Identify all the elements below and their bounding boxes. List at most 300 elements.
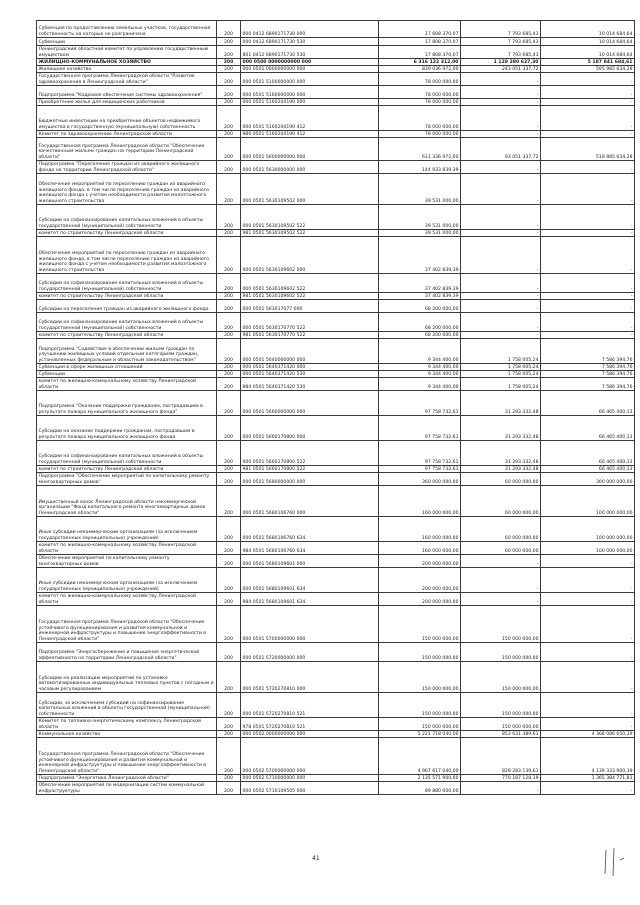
handwritten-mark <box>600 840 630 880</box>
cell-kbk: 000 0501 5660170800 522 <box>241 441 379 466</box>
cell-kbk: 000 0501 0000000000 000 <box>241 66 379 73</box>
cell-kbk: 981 0501 5630109602 522 <box>241 293 379 300</box>
cell-name: Субвенции <box>37 371 217 378</box>
cell-code: 200 <box>217 466 241 473</box>
cell-kbk: 981 0501 5630109502 522 <box>241 230 379 237</box>
cell-name: Иные субсидии некоммерческим организациям (за исключением государственных (муниципальных) учреждений) <box>37 568 217 593</box>
cell-code: 200 <box>217 371 241 378</box>
table-row <box>37 782 635 795</box>
cell-v2: - <box>461 161 541 174</box>
cell-kbk: 000 0501 563017077 000 <box>241 300 379 313</box>
cell-name: комитет по строительству Ленинградской области <box>37 230 217 237</box>
cell-kbk: 000 0412 6890171730 530 <box>241 38 379 46</box>
cell-name: ЖИЛИЩНО-КОММУНАЛЬНОЕ ХОЗЯЙСТВО <box>37 59 217 66</box>
cell-v1: 5 221 718 040,00 <box>379 731 461 738</box>
table-row <box>37 391 635 416</box>
cell-v1: 360 000 000,00 <box>379 473 461 486</box>
cell-v3: 1 365 384 771,81 <box>541 775 635 782</box>
cell-code: 200 <box>217 59 241 66</box>
cell-kbk: 986 0501 5160204190 412 <box>241 131 379 138</box>
cell-name: комитет по жилищно-коммунальному хозяйству Ленинградской области <box>37 542 217 555</box>
cell-v1: 160 000 000,00 <box>379 542 461 555</box>
cell-kbk: 978 0501 5720270810 521 <box>241 718 379 731</box>
cell-v2: 1 758 005,24 <box>461 364 541 371</box>
cell-code: 200 <box>217 441 241 466</box>
cell-v1: 9 344 400,00 <box>379 364 461 371</box>
cell-code: 200 <box>217 643 241 662</box>
cell-v3: - <box>541 174 635 205</box>
cell-name: Субвенция по предоставлению земельных участков, государственная собственность на которые не разграничена <box>37 21 217 38</box>
cell-v1: 144 933 839,39 <box>379 161 461 174</box>
cell-kbk: 000 0501 5630109602 000 <box>241 237 379 274</box>
table-row <box>37 106 635 131</box>
cell-v2: 150 000 000,00 <box>461 718 541 731</box>
cell-code: 200 <box>217 66 241 73</box>
cell-v2: 60 000 000,00 <box>461 486 541 517</box>
cell-v1: 78 000 000,00 <box>379 131 461 138</box>
table-row <box>37 486 635 517</box>
cell-v2: - <box>461 73 541 86</box>
cell-v3: 10 014 684,64 <box>541 46 635 59</box>
cell-v3: - <box>541 106 635 131</box>
table-row <box>37 138 635 161</box>
cell-v2: 1 758 005,24 <box>461 378 541 391</box>
cell-v2: 150 000 000,00 <box>461 606 541 643</box>
cell-v1: 200 000 000,00 <box>379 568 461 593</box>
cell-kbk: 984 0501 5640371420 530 <box>241 378 379 391</box>
cell-v3: 100 000 000,00 <box>541 486 635 517</box>
table-row <box>37 230 635 237</box>
cell-name: Подпрограмма "Обеспечение мероприятий по капитальному ремонту многоквартирных домов" <box>37 473 217 486</box>
cell-kbk: 000 0501 5640371420 530 <box>241 371 379 378</box>
cell-kbk: 000 0501 5680109601 634 <box>241 568 379 593</box>
table-row <box>37 643 635 662</box>
table-row <box>37 517 635 542</box>
cell-v1: 39 531 000,00 <box>379 230 461 237</box>
cell-v3: 7 586 394,76 <box>541 378 635 391</box>
cell-v3: - <box>541 593 635 606</box>
cell-v2: - <box>461 230 541 237</box>
cell-code: 200 <box>217 486 241 517</box>
cell-v1: 17 808 370,07 <box>379 46 461 59</box>
cell-v1: 9 344 400,00 <box>379 371 461 378</box>
table-row <box>37 174 635 205</box>
cell-v2: - <box>461 106 541 131</box>
cell-code: 200 <box>217 138 241 161</box>
cell-kbk: 981 0501 5660170800 522 <box>241 466 379 473</box>
cell-name: Подпрограмма "Переселение граждан из аварийного жилищного фонда на территории Ленинградской области" <box>37 161 217 174</box>
table-row <box>37 59 635 66</box>
cell-v2: 770 187 128,19 <box>461 775 541 782</box>
cell-name: Субсидии на переселение граждан из аварийного жилищного фонда <box>37 300 217 313</box>
cell-kbk: 000 0501 5160204190 000 <box>241 99 379 106</box>
cell-v1: 150 000 000,00 <box>379 662 461 693</box>
cell-v3: - <box>541 568 635 593</box>
cell-v1: 97 758 732,61 <box>379 441 461 466</box>
table-row <box>37 416 635 441</box>
cell-v1: 68 200 000,00 <box>379 332 461 339</box>
cell-code: 200 <box>217 237 241 274</box>
cell-v2: - <box>461 274 541 293</box>
cell-code: 200 <box>217 718 241 731</box>
cell-code: 200 <box>217 555 241 568</box>
table-row <box>37 555 635 568</box>
cell-code: 200 <box>217 782 241 795</box>
cell-code: 200 <box>217 86 241 99</box>
cell-name: Обеспечение мероприятий по модернизации систем коммунальной инфраструктуры <box>37 782 217 795</box>
cell-name: Субсидии на софинансирование капитальных вложений в объекты государственной (муниципальной) собственности <box>37 205 217 230</box>
cell-code: 200 <box>217 131 241 138</box>
cell-v3: - <box>541 662 635 693</box>
cell-kbk: 801 0412 6890171730 530 <box>241 46 379 59</box>
cell-kbk: 000 0501 5160000000 000 <box>241 86 379 99</box>
cell-v3: - <box>541 300 635 313</box>
cell-v3: - <box>541 643 635 662</box>
budget-table <box>36 20 635 795</box>
cell-kbk: 000 0502 5710109505 000 <box>241 782 379 795</box>
cell-v2: - <box>461 568 541 593</box>
cell-code: 200 <box>217 174 241 205</box>
cell-name: Субсидии, за исключением субсидий на софинансирование капитальных вложений в объекты государственной (муниципальной) собственности <box>37 693 217 718</box>
cell-code: 200 <box>217 517 241 542</box>
cell-name: комитет по строительству Ленинградской области <box>37 466 217 473</box>
cell-v2: - <box>461 174 541 205</box>
table-row <box>37 364 635 371</box>
cell-name: Имущественный взнос Ленинградской области некоммерческой организации "Фонд капитального ремонта многоквартирных домов Ленинградской области" <box>37 486 217 517</box>
cell-v3: - <box>541 332 635 339</box>
cell-v3: 10 014 684,64 <box>541 21 635 38</box>
cell-v3: 4 139 333 900,39 <box>541 738 635 775</box>
cell-name: комитет по строительству Ленинградской области <box>37 293 217 300</box>
cell-kbk: 000 0501 5600000000 000 <box>241 138 379 161</box>
cell-v2: 7 793 685,43 <box>461 38 541 46</box>
cell-kbk: 000 0501 5630109502 522 <box>241 205 379 230</box>
cell-name: Приобретение жилья для медицинских работников <box>37 99 217 106</box>
cell-name: комитет по жилищно-коммунальному хозяйству Ленинградской области <box>37 378 217 391</box>
cell-kbk: 000 0501 5680106760 634 <box>241 517 379 542</box>
cell-v1: 200 000 000,00 <box>379 593 461 606</box>
cell-v1: 160 000 000,00 <box>379 517 461 542</box>
table-row <box>37 99 635 106</box>
table-row <box>37 378 635 391</box>
cell-v2: 150 000 000,00 <box>461 643 541 662</box>
cell-kbk: 000 0501 5680109601 000 <box>241 555 379 568</box>
cell-v1: 9 344 400,00 <box>379 339 461 364</box>
cell-v3: - <box>541 313 635 332</box>
cell-name: Государственная программа Ленинградской области "Обеспечение устойчивого функционирования и развития коммунальной и инженерной инфраструктуры и повышение энергоэффективности в Ленинградской области" <box>37 606 217 643</box>
cell-v2: 1 128 280 627,30 <box>461 59 541 66</box>
cell-code: 200 <box>217 391 241 416</box>
cell-kbk: 000 0502 0000000000 000 <box>241 731 379 738</box>
cell-v3: - <box>541 205 635 230</box>
cell-v2: 7 793 685,43 <box>461 46 541 59</box>
table-row <box>37 205 635 230</box>
cell-v2: - <box>461 782 541 795</box>
cell-code: 200 <box>217 593 241 606</box>
table-row <box>37 21 635 38</box>
cell-v2: - <box>461 300 541 313</box>
cell-v2: 828 283 139,61 <box>461 738 541 775</box>
cell-code: 200 <box>217 473 241 486</box>
cell-v1: 150 000 000,00 <box>379 606 461 643</box>
cell-v1: 611 336 972,00 <box>379 138 461 161</box>
cell-v1: 68 200 000,00 <box>379 300 461 313</box>
cell-name: Государственная программа Ленинградской области "Развитие здравоохранения в Ленинградской области" <box>37 73 217 86</box>
cell-v3: - <box>541 99 635 106</box>
cell-kbk: 000 0501 5700000000 000 <box>241 606 379 643</box>
cell-v2: - <box>461 593 541 606</box>
cell-v3: - <box>541 274 635 293</box>
cell-name: Подпрограмма "Кадровое обеспечение системы здравоохранения" <box>37 86 217 99</box>
cell-code: 200 <box>217 738 241 775</box>
cell-kbk: 000 0501 5720270810 000 <box>241 662 379 693</box>
cell-kbk: 000 0501 5720000000 000 <box>241 643 379 662</box>
cell-v1: 78 000 000,00 <box>379 73 461 86</box>
cell-v3: 100 000 000,00 <box>541 542 635 555</box>
cell-v1: 9 344 400,00 <box>379 378 461 391</box>
cell-v2: 1 758 005,24 <box>461 371 541 378</box>
cell-v3: 10 014 684,64 <box>541 38 635 46</box>
table-row <box>37 161 635 174</box>
cell-kbk: 000 0501 5680106760 000 <box>241 486 379 517</box>
cell-name: комитет по строительству Ленинградской области <box>37 332 217 339</box>
cell-name: Государственная программа Ленинградской области "Обеспечение качественным жильем граждан на территории Ленинградской области" <box>37 138 217 161</box>
table-row <box>37 73 635 86</box>
table-row <box>37 775 635 782</box>
cell-v3: - <box>541 555 635 568</box>
cell-kbk: 984 0501 5680106760 634 <box>241 542 379 555</box>
cell-code: 200 <box>217 293 241 300</box>
table-row <box>37 593 635 606</box>
cell-v3: 4 368 086 650,39 <box>541 731 635 738</box>
cell-v3: - <box>541 782 635 795</box>
cell-kbk: 000 0501 5630170770 522 <box>241 313 379 332</box>
table-row <box>37 46 635 59</box>
cell-v3: 7 586 394,76 <box>541 371 635 378</box>
cell-v3: - <box>541 237 635 274</box>
cell-v1: 78 000 000,00 <box>379 106 461 131</box>
table-row <box>37 731 635 738</box>
cell-name: Субсидии на софинансирование капитальных вложений в объекты государственной (муниципальной) собственности <box>37 441 217 466</box>
cell-v2: 853 631 389,61 <box>461 731 541 738</box>
cell-name: комитет по жилищно-коммунальному хозяйству Ленинградской области <box>37 593 217 606</box>
cell-code: 200 <box>217 230 241 237</box>
cell-code: 200 <box>217 106 241 131</box>
cell-name: Бюджетные инвестиции на приобретение объектов недвижимого имущества в государственную (муниципальную) собственность <box>37 106 217 131</box>
cell-code: 200 <box>217 99 241 106</box>
cell-v1: 78 000 000,00 <box>379 99 461 106</box>
table-row <box>37 662 635 693</box>
cell-v3: - <box>541 293 635 300</box>
cell-v1: 200 000 000,00 <box>379 555 461 568</box>
cell-code: 200 <box>217 205 241 230</box>
cell-v3: 7 586 394,76 <box>541 364 635 371</box>
table-row <box>37 371 635 378</box>
cell-code: 200 <box>217 274 241 293</box>
cell-code: 200 <box>217 542 241 555</box>
cell-v3: - <box>541 230 635 237</box>
cell-v3: - <box>541 86 635 99</box>
cell-kbk: 000 0501 5630109602 522 <box>241 274 379 293</box>
table-row <box>37 473 635 486</box>
cell-v1: 78 000 000,00 <box>379 86 461 99</box>
cell-v1: 6 316 122 312,00 <box>379 59 461 66</box>
cell-code: 200 <box>217 339 241 364</box>
cell-name: Подпрограмма "Оказание поддержки гражданам, пострадавшим в результате пожара муниципального жилищного фонда" <box>37 391 217 416</box>
cell-v1: 39 531 000,00 <box>379 205 461 230</box>
cell-name: Субсидии на софинансирование капитальных вложений в объекты государственной (муниципальной) собственности <box>37 274 217 293</box>
table-row <box>37 300 635 313</box>
cell-code: 200 <box>217 332 241 339</box>
cell-name: Обеспечение мероприятий по капитальному ремонту многоквартирных домов <box>37 555 217 568</box>
cell-code: 200 <box>217 161 241 174</box>
cell-v1: 97 758 732,61 <box>379 466 461 473</box>
cell-code: 200 <box>217 313 241 332</box>
cell-name: Жилищное хозяйство <box>37 66 217 73</box>
cell-kbk: 000 0501 5720270810 521 <box>241 693 379 718</box>
cell-v1: 97 758 732,61 <box>379 416 461 441</box>
cell-v3: 66 465 400,13 <box>541 441 635 466</box>
table-row <box>37 718 635 731</box>
cell-code: 200 <box>217 300 241 313</box>
cell-name: Иные субсидии некоммерческим организациям (за исключением государственных (муниципальных) учреждений) <box>37 517 217 542</box>
budget-table-body <box>37 21 635 795</box>
cell-v2: - <box>461 332 541 339</box>
cell-v3: 5 187 841 684,61 <box>541 59 635 66</box>
cell-v1: 68 200 000,00 <box>379 313 461 332</box>
cell-v2: 150 000 000,00 <box>461 662 541 693</box>
cell-v3: 518 885 634,28 <box>541 138 635 161</box>
cell-v3: - <box>541 718 635 731</box>
cell-v2: 243 051 337,72 <box>461 66 541 73</box>
cell-v1: 17 808 370,07 <box>379 38 461 46</box>
cell-v2: 150 000 000,00 <box>461 693 541 718</box>
cell-v2: 31 293 332,48 <box>461 441 541 466</box>
cell-name: Подпрограмма "Энергосбережение и повышение энергетической эффективности на территории Ленинградской области" <box>37 643 217 662</box>
cell-code: 200 <box>217 38 241 46</box>
cell-code: 200 <box>217 416 241 441</box>
cell-kbk: 000 0501 5630109502 000 <box>241 174 379 205</box>
cell-kbk: 000 0502 5710000000 000 <box>241 775 379 782</box>
cell-code: 200 <box>217 731 241 738</box>
cell-code: 200 <box>217 775 241 782</box>
cell-kbk: 000 0501 5680000000 000 <box>241 473 379 486</box>
table-row <box>37 86 635 99</box>
cell-v1: 160 000 000,00 <box>379 486 461 517</box>
cell-kbk: 000 0500 0000000000 000 <box>241 59 379 66</box>
cell-kbk: 000 0501 5100000000 000 <box>241 73 379 86</box>
cell-v3: - <box>541 693 635 718</box>
cell-v2: 31 293 332,48 <box>461 391 541 416</box>
cell-v1: 150 000 000,00 <box>379 643 461 662</box>
cell-v3: 595 985 634,28 <box>541 66 635 73</box>
cell-v3: 66 465 400,13 <box>541 416 635 441</box>
cell-kbk: 000 0412 6890171730 000 <box>241 21 379 38</box>
cell-name: Комитет по здравоохранению Ленинградской области <box>37 131 217 138</box>
cell-v3: 66 465 400,13 <box>541 391 635 416</box>
table-row <box>37 738 635 775</box>
cell-kbk: 000 0501 5660000000 000 <box>241 391 379 416</box>
cell-v1: 17 608 370,07 <box>379 21 461 38</box>
table-row <box>37 332 635 339</box>
cell-v3: 300 000 000,00 <box>541 473 635 486</box>
cell-v2: - <box>461 99 541 106</box>
table-row <box>37 339 635 364</box>
table-row <box>37 293 635 300</box>
cell-v2: 93 051 337,72 <box>461 138 541 161</box>
cell-v2: 31 293 332,48 <box>461 466 541 473</box>
cell-code: 200 <box>217 46 241 59</box>
cell-code: 200 <box>217 606 241 643</box>
cell-v1: 150 000 000,00 <box>379 693 461 718</box>
cell-v3: - <box>541 161 635 174</box>
cell-v2: 31 293 332,48 <box>461 416 541 441</box>
page-number: 41 <box>312 855 320 862</box>
cell-code: 200 <box>217 364 241 371</box>
table-row <box>37 606 635 643</box>
cell-name: Обеспечение мероприятий по переселению граждан из аварийного жилищного фонда, в том числе переселению граждан из аварийного жилищного фонда с учетом необходимости развития малоэтажного жилищного строительства <box>37 174 217 205</box>
table-row <box>37 274 635 293</box>
cell-name: Субсидии на софинансирование капитальных вложений в объекты государственной (муниципальной) собственности <box>37 313 217 332</box>
cell-v3: 100 000 000,00 <box>541 517 635 542</box>
cell-v2: 1 758 005,24 <box>461 339 541 364</box>
cell-code: 200 <box>217 662 241 693</box>
cell-v2: - <box>461 293 541 300</box>
cell-v2: 60 000 000,00 <box>461 517 541 542</box>
cell-v2: - <box>461 237 541 274</box>
cell-v1: 37 402 839,39 <box>379 274 461 293</box>
cell-v2: - <box>461 86 541 99</box>
cell-v2: 60 000 000,00 <box>461 542 541 555</box>
cell-kbk: 000 0501 5660170800 000 <box>241 416 379 441</box>
table-row <box>37 568 635 593</box>
cell-v3: - <box>541 131 635 138</box>
cell-v1: 37 402 839,39 <box>379 293 461 300</box>
table-row <box>37 313 635 332</box>
cell-v1: 37 402 839,39 <box>379 237 461 274</box>
table-row <box>37 693 635 718</box>
cell-v2: 60 000 000,00 <box>461 473 541 486</box>
cell-code: 200 <box>217 568 241 593</box>
cell-kbk: 981 0501 5630170770 522 <box>241 332 379 339</box>
cell-v1: 2 135 571 900,00 <box>379 775 461 782</box>
cell-v1: 4 967 617 040,00 <box>379 738 461 775</box>
cell-kbk: 000 0501 5160204190 412 <box>241 106 379 131</box>
cell-v2: - <box>461 313 541 332</box>
cell-v3: - <box>541 606 635 643</box>
cell-name: Государственная программа Ленинградской области "Обеспечение устойчивого функционирования и развития коммунальной и инженерной инфраструктуры и повышение энергоэффективности в Ленинградской области" <box>37 738 217 775</box>
cell-kbk: 000 0501 5640000000 000 <box>241 339 379 364</box>
table-row <box>37 66 635 73</box>
table-row <box>37 441 635 466</box>
cell-v3: - <box>541 73 635 86</box>
cell-name: Коммунальное хозяйство <box>37 731 217 738</box>
cell-v1: 89 880 000,00 <box>379 782 461 795</box>
table-row <box>37 237 635 274</box>
cell-kbk: 984 0501 5680109601 634 <box>241 593 379 606</box>
cell-name: Подпрограмма "Энергетика Ленинградской области" <box>37 775 217 782</box>
cell-name: Субсидии на реализацию мероприятий по установке автоматизированных индивидуальных тепловых пунктов с погодным и часовым регулированием <box>37 662 217 693</box>
table-row <box>37 38 635 46</box>
cell-name: Субвенции <box>37 38 217 46</box>
cell-name: Подпрограмма "Содействие в обеспечении жильем граждан по улучшению жилищных условий отдельным категориям граждан, установленных федеральным и областным законодательством" <box>37 339 217 364</box>
cell-v1: 150 000 000,00 <box>379 718 461 731</box>
cell-name: Субсидии на оказание поддержки гражданам, пострадавшим в результате пожара муниципального жилищного фонда <box>37 416 217 441</box>
cell-v2: - <box>461 205 541 230</box>
cell-v2: - <box>461 131 541 138</box>
cell-v3: 66 465 400,13 <box>541 466 635 473</box>
cell-v3: 7 586 394,76 <box>541 339 635 364</box>
